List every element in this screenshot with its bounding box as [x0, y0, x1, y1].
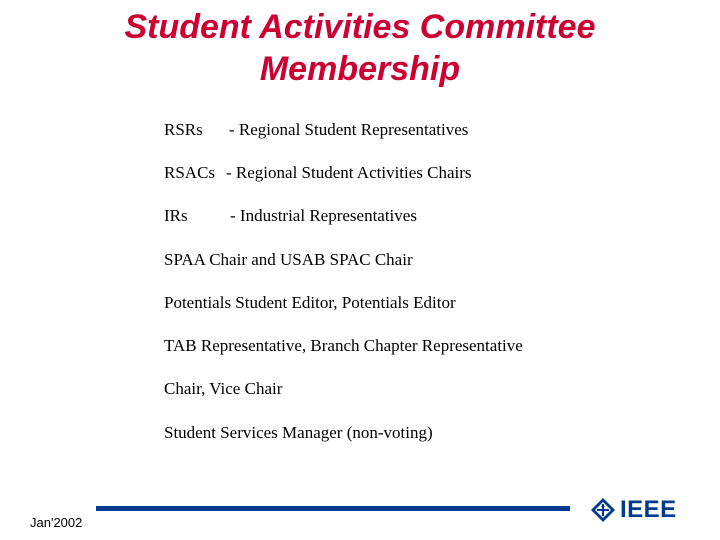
list-item-tab: TAB Representative, Branch Chapter Representative [164, 336, 523, 355]
ieee-logo-text: IEEE [620, 496, 677, 523]
list-item-chair: Chair, Vice Chair [164, 379, 283, 398]
footer-date: Jan'2002 [30, 515, 83, 530]
ieee-logo [590, 495, 677, 525]
item-abbr: IRs [164, 206, 188, 225]
item-desc: - Regional Student Representatives [229, 120, 469, 139]
ieee-diamond-icon [590, 497, 616, 523]
list-item-rsrs [164, 120, 468, 140]
item-abbr: RSACs [164, 163, 216, 182]
item-abbr: RSRs [164, 120, 203, 139]
item-desc: - Industrial Representatives [230, 206, 417, 225]
title-line-2: Membership [259, 50, 461, 88]
item-desc: - Regional Student Activities Chairs [226, 163, 472, 182]
list-item-staff: Student Services Manager (non-voting) [164, 423, 433, 442]
list-item-irs [164, 206, 417, 226]
slide-title [0, 6, 720, 90]
list-item-spaa: SPAA Chair and USAB SPAC Chair [164, 250, 413, 269]
footer-divider [96, 506, 570, 511]
list-item-potentials: Potentials Student Editor, Potentials Editor [164, 293, 456, 312]
list-item-rsacs [164, 163, 472, 183]
title-line-1: Student Activities Committee [124, 8, 596, 46]
